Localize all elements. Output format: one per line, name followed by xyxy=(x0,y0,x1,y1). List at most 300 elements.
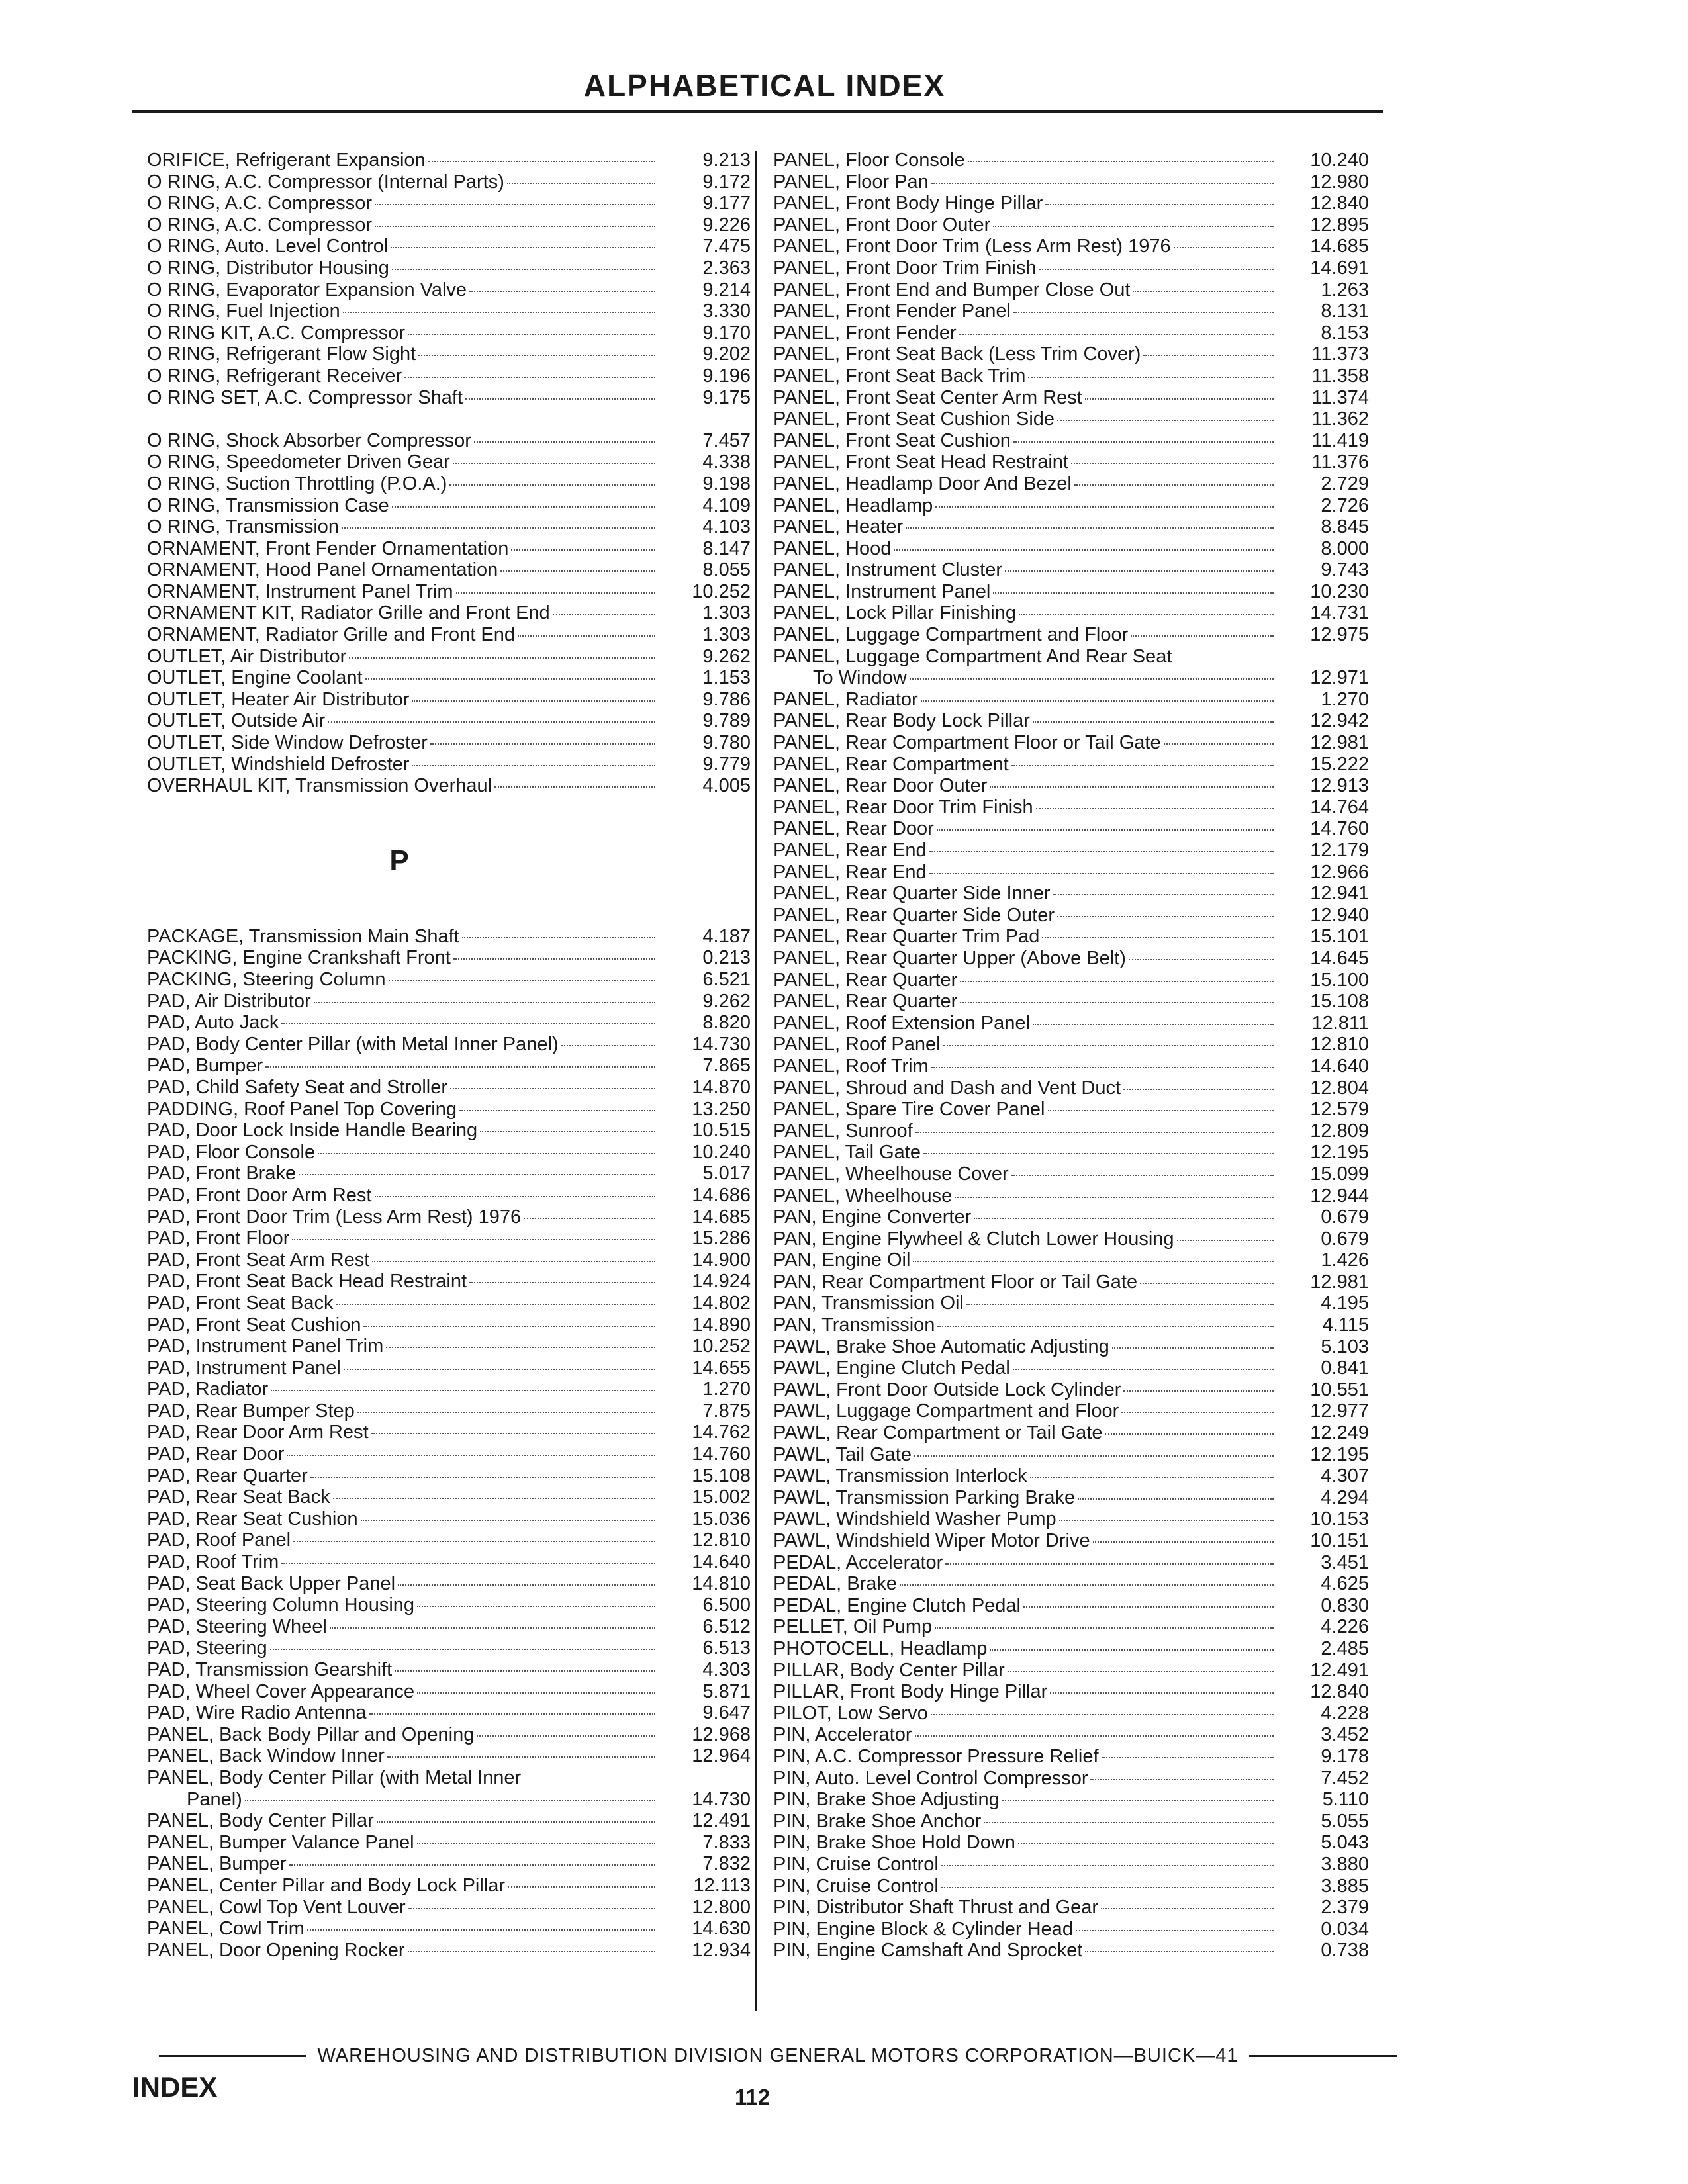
entry-reference: 12.809 xyxy=(1310,1120,1369,1142)
dot-leader xyxy=(500,570,655,572)
dot-leader xyxy=(1033,721,1274,723)
dot-leader xyxy=(281,1563,655,1564)
entry-reference: 14.760 xyxy=(1310,818,1369,840)
dot-leader xyxy=(1131,635,1274,637)
entry-name: PANEL, Front Door Trim (Less Arm Rest) 1976 xyxy=(773,236,1171,257)
entry-name: PAWL, Engine Clutch Pedal xyxy=(773,1357,1010,1379)
entry-name: PANEL, Luggage Compartment And Rear Seat xyxy=(773,645,1172,667)
entry-reference: 6.513 xyxy=(702,1637,751,1659)
dot-leader xyxy=(387,1756,655,1758)
dot-leader xyxy=(330,1627,655,1629)
dot-leader xyxy=(299,1174,655,1175)
entry-name: PAWL, Tail Gate xyxy=(773,1443,912,1465)
footer-rule-left xyxy=(159,2055,306,2057)
entry-reference: 4.115 xyxy=(1322,1314,1369,1336)
entry-name: PAD, Wire Radio Antenna xyxy=(147,1702,367,1724)
entry-reference: 14.764 xyxy=(1310,796,1369,818)
index-entry xyxy=(773,408,1369,430)
dot-leader xyxy=(408,1951,655,1952)
entry-reference: 2.363 xyxy=(702,257,751,279)
entry-reference: 12.977 xyxy=(1310,1400,1369,1422)
entry-name: O RING, Refrigerant Receiver xyxy=(147,365,402,387)
entry-reference: 7.875 xyxy=(702,1400,751,1422)
index-entry xyxy=(773,1444,1369,1466)
entry-reference: 0.213 xyxy=(702,947,751,969)
entry-name: O RING, Transmission Case xyxy=(147,494,389,516)
dot-leader xyxy=(404,377,655,378)
footer-text: WAREHOUSING AND DISTRIBUTION DIVISION GENERAL MOTORS CORPORATION—BUICK—41 xyxy=(317,2045,1239,2066)
entry-reference: 12.971 xyxy=(1310,667,1369,689)
entry-name: PANEL, Center Pillar and Body Lock Pillar xyxy=(147,1874,506,1896)
index-entry xyxy=(773,1616,1369,1638)
entry-name: PANEL, Wheelhouse xyxy=(773,1185,953,1206)
entry-name: PAN, Engine Oil xyxy=(773,1250,911,1271)
dot-leader xyxy=(1053,894,1274,895)
entry-reference: 1.426 xyxy=(1321,1250,1369,1271)
dot-leader xyxy=(1112,1347,1274,1349)
entry-name: PAN, Transmission xyxy=(773,1314,935,1336)
index-entry xyxy=(773,689,1369,711)
index-entry xyxy=(147,516,751,538)
entry-reference: 1.303 xyxy=(702,624,751,646)
index-entry xyxy=(147,1077,751,1099)
dot-leader xyxy=(318,1153,655,1154)
section-letter-block xyxy=(147,797,751,926)
dot-leader xyxy=(1018,1843,1274,1844)
entry-reference: 9.202 xyxy=(702,343,751,365)
index-entry xyxy=(773,1746,1369,1768)
entry-name: O RING, A.C. Compressor xyxy=(147,193,373,214)
entry-reference: 10.515 xyxy=(692,1120,751,1142)
entry-name: PANEL, Heater xyxy=(773,516,904,538)
dot-leader xyxy=(469,1282,655,1283)
entry-name: PAD, Radiator xyxy=(147,1379,269,1400)
entry-reference: 14.640 xyxy=(692,1551,751,1573)
entry-name: PIN, Brake Shoe Anchor xyxy=(773,1810,982,1832)
index-entry xyxy=(147,538,751,560)
dot-leader xyxy=(270,1649,655,1650)
index-entry xyxy=(773,818,1369,840)
index-entry xyxy=(147,1616,751,1638)
entry-name: PILOT, Low Servo xyxy=(773,1702,928,1724)
dot-leader xyxy=(391,247,655,248)
entry-reference: 9.647 xyxy=(702,1702,751,1724)
entry-reference: 12.941 xyxy=(1310,883,1369,905)
entry-name: PANEL, Rear Quarter Upper (Above Belt) xyxy=(773,947,1126,969)
dot-leader xyxy=(900,1584,1274,1586)
index-entry xyxy=(773,1465,1369,1487)
entry-name: PAD, Steering Column Housing xyxy=(147,1594,415,1616)
entry-reference: 2.379 xyxy=(1321,1897,1369,1919)
index-entry xyxy=(147,1551,751,1573)
entry-reference: 7.833 xyxy=(702,1831,751,1853)
entry-name: PAWL, Front Door Outside Lock Cylinder xyxy=(773,1379,1121,1400)
entry-reference: 4.109 xyxy=(702,494,751,516)
entry-name: PANEL, Front Seat Cushion xyxy=(773,430,1011,451)
entry-name: ORIFICE, Refrigerant Expansion xyxy=(147,150,426,171)
dot-leader xyxy=(449,484,655,486)
dot-leader xyxy=(386,1347,655,1348)
dot-leader xyxy=(1164,743,1274,745)
index-entry xyxy=(773,495,1369,517)
dot-leader xyxy=(1008,1671,1274,1672)
entry-name: PANEL, Cowl Trim xyxy=(147,1918,305,1940)
entry-name: PIN, Cruise Control xyxy=(773,1875,939,1897)
entry-name: PANEL, Rear End xyxy=(773,861,927,883)
entry-reference: 8.131 xyxy=(1321,300,1369,322)
index-entry xyxy=(773,1336,1369,1358)
entry-name: OUTLET, Engine Coolant xyxy=(147,667,363,689)
entry-name: PAN, Rear Compartment Floor or Tail Gate xyxy=(773,1271,1138,1293)
dot-leader xyxy=(336,1304,655,1305)
entry-name: PADDING, Roof Panel Top Covering xyxy=(147,1098,457,1120)
index-entry xyxy=(773,1897,1369,1919)
index-entry xyxy=(147,322,751,344)
index-entry xyxy=(773,667,1369,689)
entry-name: PIN, A.C. Compressor Pressure Relief xyxy=(773,1745,1099,1767)
entry-reference: 14.870 xyxy=(692,1076,751,1098)
entry-reference: 11.376 xyxy=(1311,451,1369,473)
entry-reference: 14.630 xyxy=(692,1918,751,1940)
index-entry xyxy=(773,1034,1369,1056)
entry-reference: 4.226 xyxy=(1321,1616,1369,1638)
dot-leader xyxy=(1140,1283,1274,1284)
entry-reference: 14.762 xyxy=(692,1422,751,1443)
entry-name: O RING, Fuel Injection xyxy=(147,300,340,322)
index-entry xyxy=(147,1767,751,1789)
entry-reference: 12.981 xyxy=(1310,1271,1369,1293)
dot-leader xyxy=(937,829,1274,831)
dot-leader xyxy=(369,1713,655,1715)
entry-reference: 14.731 xyxy=(1310,602,1369,624)
footer xyxy=(159,2045,1397,2067)
entry-reference: 9.178 xyxy=(1321,1745,1369,1767)
dot-leader xyxy=(990,1649,1274,1651)
entry-name: PANEL, Rear Door Trim Finish xyxy=(773,796,1033,818)
dot-leader xyxy=(375,204,655,205)
index-entry xyxy=(773,1250,1369,1271)
dot-leader xyxy=(408,334,655,335)
index-entry xyxy=(773,905,1369,927)
entry-name: OUTLET, Air Distributor xyxy=(147,645,347,667)
entry-name: PIN, Engine Block & Cylinder Head xyxy=(773,1918,1073,1940)
entry-name: PAD, Rear Seat Back xyxy=(147,1486,330,1508)
dot-leader xyxy=(1013,441,1274,443)
dot-leader xyxy=(553,614,655,615)
entry-reference: 12.195 xyxy=(1310,1142,1369,1163)
entry-reference: 15.108 xyxy=(692,1465,751,1486)
entry-reference: 8.845 xyxy=(1321,516,1369,538)
index-entry xyxy=(147,1594,751,1616)
index-entry xyxy=(773,1573,1369,1595)
index-entry xyxy=(147,1789,751,1811)
dot-leader xyxy=(1028,377,1274,378)
entry-reference: 4.294 xyxy=(1321,1486,1369,1508)
dot-leader xyxy=(459,1110,655,1111)
index-entry xyxy=(147,1228,751,1250)
dot-leader xyxy=(561,1045,655,1046)
entry-reference: 7.475 xyxy=(702,236,751,257)
index-entry xyxy=(773,1508,1369,1530)
index-entry xyxy=(773,516,1369,538)
entry-name: ORNAMENT KIT, Radiator Grille and Front End xyxy=(147,602,550,624)
dot-leader xyxy=(1123,1390,1274,1392)
entry-reference: 12.249 xyxy=(1310,1422,1369,1444)
entry-reference: 10.240 xyxy=(1310,150,1369,171)
entry-name: PAD, Front Seat Cushion xyxy=(147,1314,361,1336)
index-entry xyxy=(773,1595,1369,1617)
dot-leader xyxy=(941,1887,1274,1888)
entry-reference: 3.885 xyxy=(1321,1875,1369,1897)
entry-reference: 12.895 xyxy=(1310,214,1369,236)
entry-name: PAD, Body Center Pillar (with Metal Inner Panel) xyxy=(147,1033,559,1055)
dot-leader xyxy=(271,1390,655,1391)
index-entry xyxy=(147,947,751,969)
dot-leader xyxy=(389,980,656,981)
dot-leader xyxy=(430,743,655,745)
entry-reference: 8.153 xyxy=(1321,322,1369,343)
index-entry xyxy=(147,1832,751,1854)
dot-leader xyxy=(343,312,655,313)
dot-leader xyxy=(511,549,655,551)
entry-reference: 14.760 xyxy=(692,1443,751,1465)
entry-name: O RING, Evaporator Expansion Valve xyxy=(147,279,467,300)
entry-reference: 1.270 xyxy=(1321,688,1369,710)
entry-name: PANEL, Tail Gate xyxy=(773,1142,921,1163)
index-entry xyxy=(147,926,751,948)
index-entry xyxy=(773,1638,1369,1660)
entry-reference: 5.043 xyxy=(1321,1832,1369,1854)
entry-reference: 14.900 xyxy=(692,1249,751,1271)
entry-name: PAD, Rear Door Arm Rest xyxy=(147,1422,369,1443)
index-entry xyxy=(773,710,1369,732)
entry-reference: 12.980 xyxy=(1310,171,1369,193)
entry-name: PAN, Transmission Oil xyxy=(773,1293,964,1314)
dot-leader xyxy=(289,1864,655,1866)
index-entry xyxy=(147,1250,751,1271)
entry-name: PIN, Brake Shoe Adjusting xyxy=(773,1789,1000,1811)
entry-name: PANEL, Front Body Hinge Pillar xyxy=(773,193,1043,214)
dot-leader xyxy=(937,1326,1274,1327)
entry-name: PANEL, Wheelhouse Cover xyxy=(773,1163,1009,1185)
entry-name: O RING KIT, A.C. Compressor xyxy=(147,322,405,343)
entry-name: PANEL, Front Fender Panel xyxy=(773,300,1011,322)
entry-name: PEDAL, Brake xyxy=(773,1573,897,1595)
dot-leader xyxy=(1105,1433,1274,1435)
index-entry xyxy=(147,1422,751,1443)
dot-leader xyxy=(1005,570,1274,572)
entry-reference: 8.147 xyxy=(702,537,751,559)
index-entry xyxy=(147,1875,751,1897)
index-entry xyxy=(773,559,1369,581)
entry-reference: 9.198 xyxy=(702,473,751,494)
entry-name: PAD, Bumper xyxy=(147,1055,263,1077)
entry-name: PIN, Engine Camshaft And Sprocket xyxy=(773,1940,1083,1962)
entry-reference: 15.002 xyxy=(692,1486,751,1508)
index-entry xyxy=(773,1660,1369,1682)
index-entry xyxy=(147,624,751,646)
entry-reference: 15.099 xyxy=(1310,1163,1369,1185)
entry-name: PEDAL, Engine Clutch Pedal xyxy=(773,1594,1021,1616)
dot-leader xyxy=(392,269,655,270)
dot-leader xyxy=(333,1498,655,1499)
entry-name: PAD, Front Seat Arm Rest xyxy=(147,1249,370,1271)
dot-leader xyxy=(417,1606,655,1607)
index-entry xyxy=(147,343,751,365)
entry-name: PAD, Floor Console xyxy=(147,1141,316,1163)
dot-leader xyxy=(365,678,655,680)
index-entry xyxy=(773,797,1369,819)
index-entry xyxy=(147,602,751,624)
index-entry xyxy=(147,279,751,301)
entry-name: PANEL, Front Door Outer xyxy=(773,214,991,236)
index-entry xyxy=(773,970,1369,991)
dot-leader xyxy=(1090,1779,1274,1780)
entry-reference: 14.730 xyxy=(692,1033,751,1055)
dot-leader xyxy=(245,1800,655,1801)
dot-leader xyxy=(945,1563,1274,1565)
dot-leader xyxy=(914,1455,1274,1457)
dot-leader xyxy=(465,398,655,400)
entry-reference: 2.729 xyxy=(1321,473,1369,494)
entry-reference: 4.338 xyxy=(702,451,751,473)
entry-name: PACKAGE, Transmission Main Shaft xyxy=(147,925,459,947)
entry-name: ORNAMENT, Front Fender Ornamentation xyxy=(147,537,509,559)
index-entry xyxy=(773,1876,1369,1897)
entry-name: PAWL, Brake Shoe Automatic Adjusting xyxy=(773,1336,1109,1357)
index-entry xyxy=(773,387,1369,409)
entry-reference: 4.187 xyxy=(702,925,751,947)
dot-leader xyxy=(474,441,655,443)
entry-reference: 9.213 xyxy=(702,150,751,171)
index-entry xyxy=(147,171,751,193)
entry-name: PANEL, Front End and Bumper Close Out xyxy=(773,279,1131,300)
index-entry xyxy=(147,1185,751,1206)
index-entry xyxy=(773,1185,1369,1207)
dot-leader xyxy=(960,1002,1274,1003)
dot-leader xyxy=(929,873,1274,874)
left-p-entries xyxy=(147,926,751,1962)
entry-reference: 12.810 xyxy=(692,1529,751,1551)
dot-leader xyxy=(508,1886,655,1888)
entry-reference: 6.512 xyxy=(702,1615,751,1637)
index-entry xyxy=(147,1055,751,1077)
index-entry xyxy=(147,1918,751,1940)
dot-leader xyxy=(1042,937,1274,938)
entry-reference: 14.685 xyxy=(1310,236,1369,257)
index-entry xyxy=(147,1271,751,1293)
index-entry xyxy=(773,1768,1369,1790)
index-entry xyxy=(147,1379,751,1400)
dot-leader xyxy=(960,981,1274,982)
index-entry xyxy=(773,1314,1369,1336)
dot-leader xyxy=(915,1132,1274,1133)
dot-leader xyxy=(507,183,655,184)
entry-name: PANEL, Rear Quarter Trim Pad xyxy=(773,926,1040,948)
entry-reference: 9.175 xyxy=(702,387,751,408)
dot-leader xyxy=(1121,1412,1274,1413)
entry-name: PANEL, Luggage Compartment and Floor xyxy=(773,624,1129,646)
entry-reference: 12.913 xyxy=(1310,775,1369,797)
dot-leader xyxy=(1071,463,1274,464)
dot-leader xyxy=(1057,420,1274,421)
entry-reference: 11.362 xyxy=(1311,408,1369,430)
entry-name: OUTLET, Side Window Defroster xyxy=(147,732,428,754)
entry-name: PAD, Air Distributor xyxy=(147,990,311,1012)
index-entry xyxy=(147,732,751,754)
entry-name: O RING, Speedometer Driven Gear xyxy=(147,451,450,473)
entry-name: PAD, Steering xyxy=(147,1637,267,1659)
index-entry xyxy=(773,171,1369,193)
entry-reference: 3.330 xyxy=(702,300,751,322)
entry-reference: 0.679 xyxy=(1321,1206,1369,1228)
entry-reference: 9.786 xyxy=(702,688,751,710)
entry-reference: 4.103 xyxy=(702,516,751,538)
entry-reference: 12.981 xyxy=(1310,732,1369,754)
index-entry xyxy=(773,754,1369,776)
index-entry xyxy=(773,236,1369,257)
entry-reference: 4.625 xyxy=(1321,1573,1369,1595)
entry-reference: 9.226 xyxy=(702,214,751,236)
entry-name: O RING, Transmission xyxy=(147,516,340,538)
entry-name: O RING SET, A.C. Compressor Shaft xyxy=(147,387,463,408)
dot-leader xyxy=(1013,312,1274,313)
dot-leader xyxy=(935,1627,1274,1629)
entry-name: PANEL, Body Center Pillar (with Metal Inner xyxy=(147,1766,522,1788)
entry-reference: 12.810 xyxy=(1310,1034,1369,1056)
entry-reference: 9.262 xyxy=(702,990,751,1012)
entry-name: OUTLET, Outside Air xyxy=(147,710,326,732)
dot-leader xyxy=(349,657,655,659)
dot-leader xyxy=(1036,808,1274,809)
entry-name: PAD, Rear Seat Cushion xyxy=(147,1508,358,1529)
dot-leader xyxy=(931,183,1274,184)
entry-name: O RING, Auto. Level Control xyxy=(147,236,389,257)
dot-leader xyxy=(417,1692,655,1694)
index-entry xyxy=(147,1637,751,1659)
dot-leader xyxy=(1076,1930,1274,1931)
entry-reference: 12.800 xyxy=(692,1896,751,1918)
entry-name: PAD, Front Brake xyxy=(147,1163,297,1185)
entry-reference: 12.811 xyxy=(1311,1012,1369,1034)
entry-reference: 4.303 xyxy=(702,1659,751,1680)
index-entry xyxy=(147,387,751,409)
dot-leader xyxy=(966,1304,1274,1305)
entry-reference: 12.840 xyxy=(1310,193,1369,214)
entry-name: PANEL, Instrument Cluster xyxy=(773,559,1002,581)
entry-reference: 12.840 xyxy=(1310,1681,1369,1703)
entry-name: PAWL, Rear Compartment or Tail Gate xyxy=(773,1422,1103,1444)
entry-reference: 14.645 xyxy=(1310,947,1369,969)
index-entry xyxy=(147,1745,751,1767)
index-entry xyxy=(773,1271,1369,1293)
entry-reference: 6.500 xyxy=(702,1594,751,1616)
entry-name: PAWL, Windshield Wiper Motor Drive xyxy=(773,1530,1090,1551)
entry-name: To Window xyxy=(813,667,907,689)
index-entry xyxy=(773,1703,1369,1725)
index-entry xyxy=(147,1573,751,1595)
entry-reference: 14.730 xyxy=(692,1788,751,1810)
index-entry xyxy=(773,1789,1369,1811)
index-entry xyxy=(773,430,1369,452)
entry-reference: 12.966 xyxy=(1310,861,1369,883)
entry-reference: 10.151 xyxy=(1310,1530,1369,1551)
index-entry xyxy=(147,1120,751,1142)
index-entry xyxy=(773,991,1369,1013)
entry-reference: 15.036 xyxy=(692,1508,751,1529)
dot-leader xyxy=(990,786,1274,788)
dot-leader xyxy=(395,1670,655,1672)
